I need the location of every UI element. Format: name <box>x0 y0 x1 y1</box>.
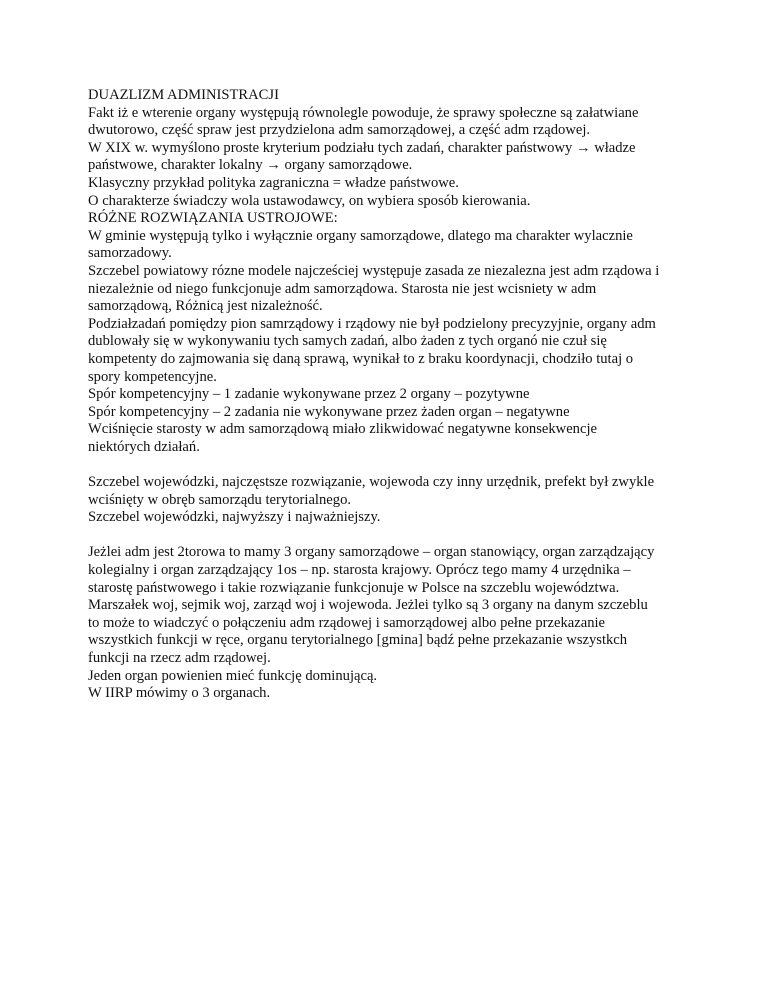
paragraph-line: państwowe, charakter lokalny → organy samorządowe. <box>88 157 413 174</box>
paragraph-line: starostę państwowego i takie rozwiązanie funkcjonuje w Polsce na szczeblu województwa. <box>88 579 620 596</box>
paragraph-line: kolegialny i organ zarządzający 1os – np. starosta krajowy. Oprócz tego mamy 4 urzędnika – <box>88 562 631 579</box>
paragraph-line: Szczebel wojewódzki, najczęstsze rozwiązanie, wojewoda czy inny urzędnik, prefekt był zwykle <box>88 474 655 491</box>
paragraph-line: to może to wiadczyć o połączeniu adm rządowej i samorządowej albo pełne przekazanie <box>88 614 606 631</box>
paragraph-line: Jeden organ powienien mieć funkcję dominującą. <box>88 667 378 684</box>
paragraph-line: Wciśnięcie starosty w adm samorządową miało zlikwidować negatywne konsekwencje <box>88 421 597 438</box>
paragraph-line: samorzadowy. <box>88 245 172 262</box>
paragraph-line: Klasyczny przykład polityka zagraniczna = władze państwowe. <box>88 174 459 191</box>
blank-line <box>88 527 688 545</box>
paragraph-line: W IIRP mówimy o 3 organach. <box>88 685 271 702</box>
paragraph-line: kompetenty do zajmowania się daną sprawą, wynikał to z braku koordynacji, chodziło tutaj o <box>88 350 634 367</box>
blank-line <box>88 456 688 474</box>
section-heading: RÓŻNE ROZWIĄZANIA USTROJOWE: <box>88 210 338 227</box>
paragraph-line: Spór kompetencyjny – 1 zadanie wykonywane przez 2 organy – pozytywne <box>88 386 530 403</box>
document-title: DUAZLIZM ADMINISTRACJI <box>88 87 279 103</box>
paragraph-line: wciśnięty w obręb samorządu terytorialnego. <box>88 491 352 508</box>
paragraph-line: dublowały się w wykonywaniu tych samych zadań, albo żaden z tych organó nie czuł się <box>88 333 607 350</box>
paragraph-line: Podziałzadań pomiędzy pion samrządowy i rządowy nie był podzielony precyzyjnie, organy adm <box>88 315 656 332</box>
paragraph-line: Szczebel wojewódzki, najwyższy i najważniejszy. <box>88 509 381 526</box>
paragraph-line: wszystkich funkcji w ręce, organu terytorialnego [gmina] bądź pełne przekazanie wszystkch <box>88 632 628 649</box>
paragraph-line: spory kompetencyjne. <box>88 368 217 385</box>
paragraph-line: Jeżlei adm jest 2torowa to mamy 3 organy samorządowe – organ stanowiący, organ zarządzający <box>88 544 655 561</box>
paragraph-line: Szczebel powiatowy rózne modele najcześciej występuje zasada ze niezalezna jest adm rządowa i <box>88 262 660 279</box>
paragraph-line: niektórych działań. <box>88 438 200 455</box>
paragraph-line: W XIX w. wymyślono proste kryterium podziału tych zadań, charakter państwowy → władze <box>88 139 636 156</box>
paragraph-line: O charakterze świadczy wola ustawodawcy, on wybiera sposób kierowania. <box>88 192 531 209</box>
paragraph-line: funkcji na rzecz adm rządowej. <box>88 650 271 666</box>
paragraph-line: Marszałek woj, sejmik woj, zarząd woj i wojewoda. Jeżlei tylko są 3 organy na danym szczeblu <box>88 597 648 614</box>
paragraph-line: dwutorowo, część spraw jest przydzielona adm samorządowej, a część adm rządowej. <box>88 122 591 139</box>
paragraph-line: niezależnie od niego funkcjonuje adm samorządowa. Starosta nie jest wcisniety w adm <box>88 280 597 297</box>
document-body <box>88 87 688 703</box>
paragraph-line: W gminie występują tylko i wyłącznie organy samorządowe, dlatego ma charakter wylacznie <box>88 227 633 244</box>
paragraph-line: samorządową, Różnicą jest nizależność. <box>88 298 323 315</box>
paragraph-line: Spór kompetencyjny – 2 zadania nie wykonywane przez żaden organ – negatywne <box>88 403 570 420</box>
paragraph-line: Fakt iż e wterenie organy występują równolegle powoduje, że sprawy społeczne są załatwiane <box>88 104 639 121</box>
